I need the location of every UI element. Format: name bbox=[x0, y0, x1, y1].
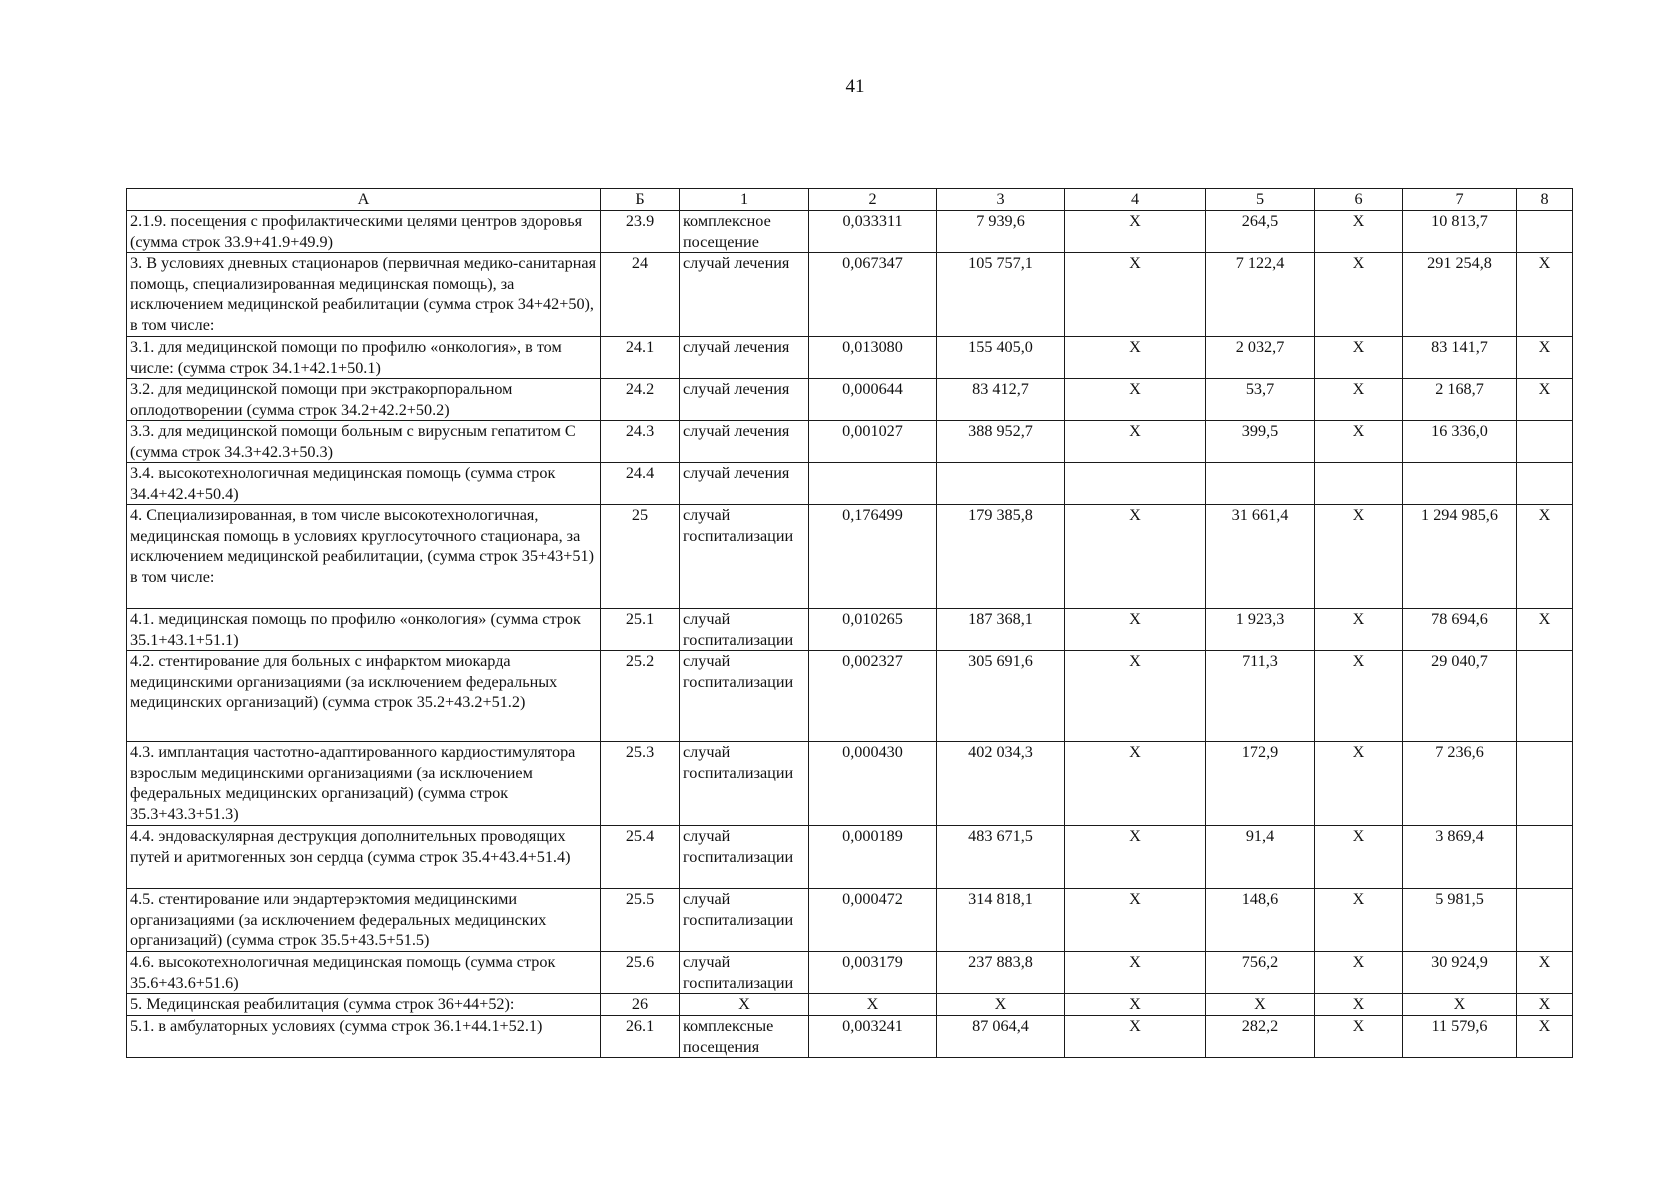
row-col-2: 0,002327 bbox=[809, 651, 937, 742]
row-col-8 bbox=[1517, 889, 1573, 952]
row-col-8 bbox=[1517, 826, 1573, 889]
row-code: 25 bbox=[601, 505, 680, 609]
row-col-3: X bbox=[937, 994, 1065, 1016]
row-col-5: 7 122,4 bbox=[1206, 253, 1315, 337]
row-col-2: 0,000189 bbox=[809, 826, 937, 889]
page-number: 41 bbox=[845, 76, 865, 97]
header-cell-3: 3 bbox=[937, 189, 1065, 211]
row-col-3: 87 064,4 bbox=[937, 1016, 1065, 1058]
row-col-7: 1 294 985,6 bbox=[1403, 505, 1517, 609]
header-cell-1: 1 bbox=[680, 189, 809, 211]
row-unit: X bbox=[680, 994, 809, 1016]
row-description: 3.3. для медицинской помощи больным с вирусным гепатитом С (сумма строк 34.3+42.3+50.3) bbox=[127, 421, 601, 463]
header-cell-7: 7 bbox=[1403, 189, 1517, 211]
row-col-5: 53,7 bbox=[1206, 379, 1315, 421]
row-code: 25.6 bbox=[601, 952, 680, 994]
row-col-5: 91,4 bbox=[1206, 826, 1315, 889]
table-row bbox=[127, 609, 1573, 651]
row-col-6: X bbox=[1315, 742, 1403, 826]
row-col-8: X bbox=[1517, 505, 1573, 609]
row-col-3: 305 691,6 bbox=[937, 651, 1065, 742]
row-code: 26.1 bbox=[601, 1016, 680, 1058]
row-col-3 bbox=[937, 463, 1065, 505]
row-code: 24.2 bbox=[601, 379, 680, 421]
row-description: 4.6. высокотехнологичная медицинская помощь (сумма строк 35.6+43.6+51.6) bbox=[127, 952, 601, 994]
row-unit: случай госпитализации bbox=[680, 826, 809, 889]
row-col-5: 1 923,3 bbox=[1206, 609, 1315, 651]
row-col-7: 10 813,7 bbox=[1403, 211, 1517, 253]
table-row bbox=[127, 889, 1573, 952]
header-cell-a: А bbox=[127, 189, 601, 211]
row-description: 4.5. стентирование или эндартерэктомия медицинскими организациями (за исключением федеральных медицинских организаций) (сумма строк 35.5+43.5+51.5) bbox=[127, 889, 601, 952]
row-col-2: 0,176499 bbox=[809, 505, 937, 609]
header-cell-5: 5 bbox=[1206, 189, 1315, 211]
row-col-5: 148,6 bbox=[1206, 889, 1315, 952]
table-row bbox=[127, 505, 1573, 609]
row-description: 3.2. для медицинской помощи при экстракорпоральном оплодотворении (сумма строк 34.2+42.2+50.2) bbox=[127, 379, 601, 421]
row-col-3: 187 368,1 bbox=[937, 609, 1065, 651]
row-col-2: 0,003241 bbox=[809, 1016, 937, 1058]
row-col-6: X bbox=[1315, 889, 1403, 952]
row-col-4: X bbox=[1065, 826, 1206, 889]
row-description: 4.2. стентирование для больных с инфарктом миокарда медицинскими организациями (за исключением федеральных медицинских организаций) (сумма строк 35.2+43.2+51.2) bbox=[127, 651, 601, 742]
row-description: 4.4. эндоваскулярная деструкция дополнительных проводящих путей и аритмогенных зон сердца (сумма строк 35.4+43.4+51.4) bbox=[127, 826, 601, 889]
row-col-8: X bbox=[1517, 379, 1573, 421]
row-col-6: X bbox=[1315, 505, 1403, 609]
row-col-7: 7 236,6 bbox=[1403, 742, 1517, 826]
row-col-7: 2 168,7 bbox=[1403, 379, 1517, 421]
row-col-7: 5 981,5 bbox=[1403, 889, 1517, 952]
row-col-6: X bbox=[1315, 253, 1403, 337]
row-col-3: 314 818,1 bbox=[937, 889, 1065, 952]
row-col-7 bbox=[1403, 463, 1517, 505]
row-unit: случай госпитализации bbox=[680, 742, 809, 826]
row-col-4: X bbox=[1065, 1016, 1206, 1058]
row-col-6 bbox=[1315, 463, 1403, 505]
table-row bbox=[127, 421, 1573, 463]
row-col-4: X bbox=[1065, 505, 1206, 609]
row-unit: случай лечения bbox=[680, 379, 809, 421]
row-col-2: 0,000644 bbox=[809, 379, 937, 421]
row-code: 24.1 bbox=[601, 337, 680, 379]
row-unit: комплексное посещение bbox=[680, 211, 809, 253]
row-col-5: 282,2 bbox=[1206, 1016, 1315, 1058]
row-col-3: 388 952,7 bbox=[937, 421, 1065, 463]
row-col-6: X bbox=[1315, 826, 1403, 889]
row-code: 25.3 bbox=[601, 742, 680, 826]
row-col-2: 0,000430 bbox=[809, 742, 937, 826]
row-description: 3.4. высокотехнологичная медицинская помощь (сумма строк 34.4+42.4+50.4) bbox=[127, 463, 601, 505]
row-col-4: X bbox=[1065, 379, 1206, 421]
row-col-3: 179 385,8 bbox=[937, 505, 1065, 609]
row-unit: случай госпитализации bbox=[680, 889, 809, 952]
row-col-8: X bbox=[1517, 994, 1573, 1016]
row-col-8: X bbox=[1517, 609, 1573, 651]
table-row bbox=[127, 826, 1573, 889]
row-col-7: 16 336,0 bbox=[1403, 421, 1517, 463]
row-unit: комплексные посещения bbox=[680, 1016, 809, 1058]
row-col-7: 3 869,4 bbox=[1403, 826, 1517, 889]
row-col-8 bbox=[1517, 211, 1573, 253]
row-col-6: X bbox=[1315, 421, 1403, 463]
row-col-3: 483 671,5 bbox=[937, 826, 1065, 889]
row-col-6: X bbox=[1315, 994, 1403, 1016]
row-code: 25.2 bbox=[601, 651, 680, 742]
row-description: 5.1. в амбулаторных условиях (сумма строк 36.1+44.1+52.1) bbox=[127, 1016, 601, 1058]
row-unit: случай лечения bbox=[680, 337, 809, 379]
row-col-2: 0,067347 bbox=[809, 253, 937, 337]
row-col-8: X bbox=[1517, 1016, 1573, 1058]
table-row bbox=[127, 651, 1573, 742]
row-unit: случай госпитализации bbox=[680, 952, 809, 994]
row-description: 4. Специализированная, в том числе высокотехнологичная, медицинская помощь в условиях круглосуточного стационара, за исключением медицинской реабилитации, (сумма строк 35+43+51) в том числе: bbox=[127, 505, 601, 609]
row-col-7: X bbox=[1403, 994, 1517, 1016]
row-code: 25.5 bbox=[601, 889, 680, 952]
row-col-5: 264,5 bbox=[1206, 211, 1315, 253]
row-col-4: X bbox=[1065, 742, 1206, 826]
table-row bbox=[127, 952, 1573, 994]
header-cell-4: 4 bbox=[1065, 189, 1206, 211]
data-table bbox=[126, 188, 1573, 1058]
row-unit: случай госпитализации bbox=[680, 505, 809, 609]
row-code: 24.4 bbox=[601, 463, 680, 505]
row-col-6: X bbox=[1315, 1016, 1403, 1058]
row-col-2: 0,003179 bbox=[809, 952, 937, 994]
row-col-8 bbox=[1517, 742, 1573, 826]
table-row bbox=[127, 742, 1573, 826]
row-col-4: X bbox=[1065, 337, 1206, 379]
row-col-5 bbox=[1206, 463, 1315, 505]
row-description: 4.3. имплантация частотно-адаптированного кардиостимулятора взрослым медицинскими организациями (за исключением федеральных медицинских организаций) (сумма строк 35.3+43.3+51.3) bbox=[127, 742, 601, 826]
row-col-6: X bbox=[1315, 609, 1403, 651]
table-row bbox=[127, 1016, 1573, 1058]
row-unit: случай лечения bbox=[680, 463, 809, 505]
row-col-3: 402 034,3 bbox=[937, 742, 1065, 826]
row-description: 3. В условиях дневных стационаров (первичная медико-санитарная помощь, специализированная медицинская помощь), за исключением медицинской реабилитации (сумма строк 34+42+50), в том числе: bbox=[127, 253, 601, 337]
row-col-6: X bbox=[1315, 952, 1403, 994]
row-col-5: 711,3 bbox=[1206, 651, 1315, 742]
row-col-8: X bbox=[1517, 337, 1573, 379]
row-code: 23.9 bbox=[601, 211, 680, 253]
row-col-8: X bbox=[1517, 253, 1573, 337]
row-col-3: 105 757,1 bbox=[937, 253, 1065, 337]
row-col-4: X bbox=[1065, 211, 1206, 253]
row-col-3: 155 405,0 bbox=[937, 337, 1065, 379]
row-col-8 bbox=[1517, 421, 1573, 463]
table-row bbox=[127, 337, 1573, 379]
row-code: 25.1 bbox=[601, 609, 680, 651]
row-col-5: 399,5 bbox=[1206, 421, 1315, 463]
row-col-5: 31 661,4 bbox=[1206, 505, 1315, 609]
row-col-5: 756,2 bbox=[1206, 952, 1315, 994]
row-description: 3.1. для медицинской помощи по профилю «онкология», в том числе: (сумма строк 34.1+42.1+50.1) bbox=[127, 337, 601, 379]
table-row bbox=[127, 994, 1573, 1016]
row-col-2: 0,000472 bbox=[809, 889, 937, 952]
row-description: 5. Медицинская реабилитация (сумма строк 36+44+52): bbox=[127, 994, 601, 1016]
row-col-4: X bbox=[1065, 421, 1206, 463]
row-col-7: 291 254,8 bbox=[1403, 253, 1517, 337]
row-col-7: 83 141,7 bbox=[1403, 337, 1517, 379]
table-row bbox=[127, 253, 1573, 337]
row-col-8 bbox=[1517, 463, 1573, 505]
row-unit: случай госпитализации bbox=[680, 651, 809, 742]
table-row bbox=[127, 379, 1573, 421]
row-code: 26 bbox=[601, 994, 680, 1016]
row-code: 24.3 bbox=[601, 421, 680, 463]
row-unit: случай лечения bbox=[680, 421, 809, 463]
row-col-8: X bbox=[1517, 952, 1573, 994]
header-row bbox=[127, 189, 1573, 211]
row-col-5: X bbox=[1206, 994, 1315, 1016]
table-row bbox=[127, 211, 1573, 253]
row-col-4: X bbox=[1065, 253, 1206, 337]
row-col-6: X bbox=[1315, 379, 1403, 421]
header-cell-b: Б bbox=[601, 189, 680, 211]
row-col-8 bbox=[1517, 651, 1573, 742]
row-unit: случай лечения bbox=[680, 253, 809, 337]
row-col-6: X bbox=[1315, 337, 1403, 379]
row-col-2: X bbox=[809, 994, 937, 1016]
row-col-6: X bbox=[1315, 651, 1403, 742]
row-col-7: 11 579,6 bbox=[1403, 1016, 1517, 1058]
row-col-4: X bbox=[1065, 609, 1206, 651]
row-col-2: 0,001027 bbox=[809, 421, 937, 463]
row-unit: случай госпитализации bbox=[680, 609, 809, 651]
row-code: 24 bbox=[601, 253, 680, 337]
row-col-2: 0,033311 bbox=[809, 211, 937, 253]
row-description: 2.1.9. посещения с профилактическими целями центров здоровья (сумма строк 33.9+41.9+49.9) bbox=[127, 211, 601, 253]
row-col-7: 78 694,6 bbox=[1403, 609, 1517, 651]
row-col-6: X bbox=[1315, 211, 1403, 253]
row-col-3: 7 939,6 bbox=[937, 211, 1065, 253]
row-col-2: 0,013080 bbox=[809, 337, 937, 379]
header-cell-8: 8 bbox=[1517, 189, 1573, 211]
row-col-7: 30 924,9 bbox=[1403, 952, 1517, 994]
row-col-2: 0,010265 bbox=[809, 609, 937, 651]
row-col-4: X bbox=[1065, 994, 1206, 1016]
header-cell-6: 6 bbox=[1315, 189, 1403, 211]
row-code: 25.4 bbox=[601, 826, 680, 889]
row-col-5: 2 032,7 bbox=[1206, 337, 1315, 379]
row-col-3: 83 412,7 bbox=[937, 379, 1065, 421]
row-col-4: X bbox=[1065, 952, 1206, 994]
row-col-3: 237 883,8 bbox=[937, 952, 1065, 994]
row-col-2 bbox=[809, 463, 937, 505]
row-col-4: X bbox=[1065, 651, 1206, 742]
table-row bbox=[127, 463, 1573, 505]
row-col-4: X bbox=[1065, 889, 1206, 952]
header-cell-2: 2 bbox=[809, 189, 937, 211]
row-col-5: 172,9 bbox=[1206, 742, 1315, 826]
row-col-7: 29 040,7 bbox=[1403, 651, 1517, 742]
row-col-4 bbox=[1065, 463, 1206, 505]
row-description: 4.1. медицинская помощь по профилю «онкология» (сумма строк 35.1+43.1+51.1) bbox=[127, 609, 601, 651]
